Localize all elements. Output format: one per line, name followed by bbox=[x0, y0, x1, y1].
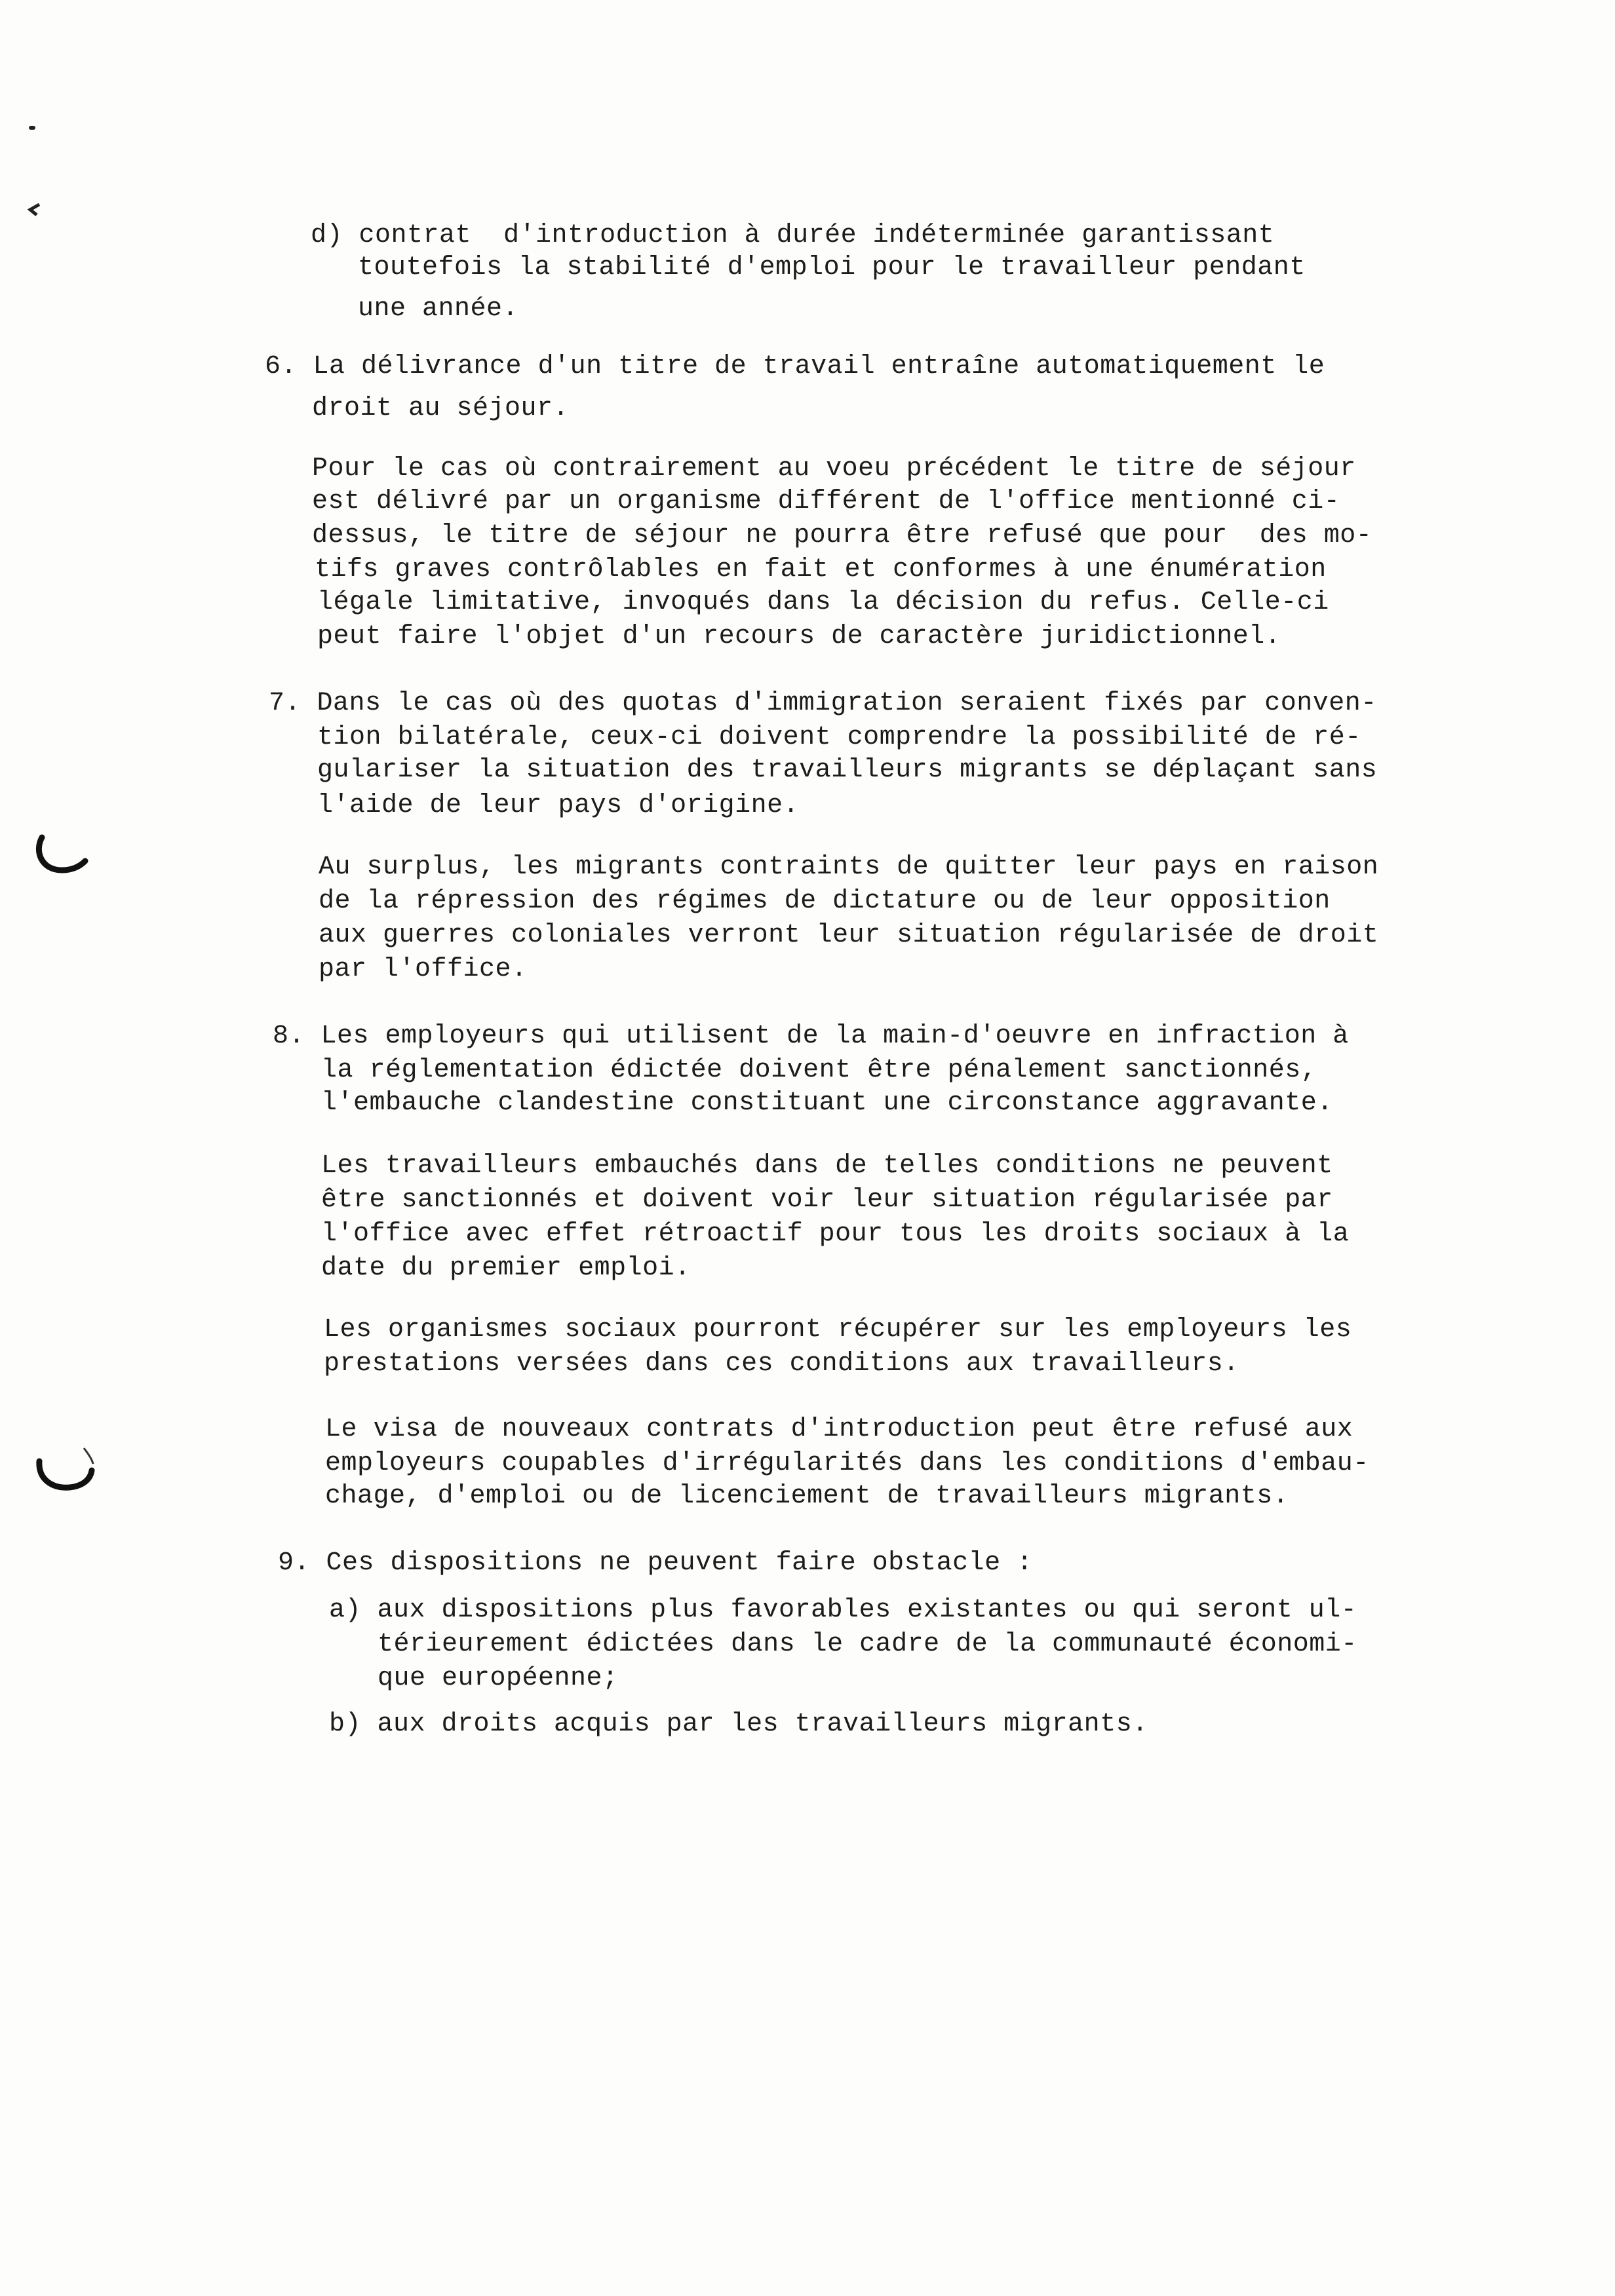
binder-hole-mark-upper bbox=[33, 832, 92, 878]
item-8-para-2-line-3: l'office avec effet rétroactif pour tous les droits sociaux à la bbox=[321, 1219, 1350, 1249]
item-8-para-3-line-2: prestations versées dans ces conditions aux travailleurs. bbox=[324, 1349, 1239, 1379]
item-9-a-line-3: que européenne; bbox=[378, 1664, 619, 1693]
item-7-para-2-line-1: Au surplus, les migrants contraints de quitter leur pays en raison bbox=[319, 852, 1379, 882]
item-8-para-2-line-4: date du premier emploi. bbox=[321, 1253, 691, 1283]
item-6-para-2-line-6: peut faire l'objet d'un recours de caractère juridictionnel. bbox=[317, 622, 1281, 651]
item-6-para-2-line-2: est délivré par un organisme différent de l'office mentionné ci- bbox=[312, 487, 1340, 516]
item-6-para-2-line-4: tifs graves contrôlables en fait et conformes à une énumération bbox=[315, 555, 1327, 584]
item-d-line-2: toutefois la stabilité d'emploi pour le travailleur pendant bbox=[358, 253, 1306, 282]
item-8-line-2: la réglementation édictée doivent être pénalement sanctionnés, bbox=[321, 1056, 1317, 1085]
item-6-para-2-line-1: Pour le cas où contrairement au voeu précédent le titre de séjour bbox=[312, 454, 1356, 484]
item-d-line-3: une année. bbox=[358, 294, 519, 324]
item-8-para-2-line-1: Les travailleurs embauchés dans de telles conditions ne peuvent bbox=[321, 1151, 1333, 1181]
margin-tick-mark bbox=[26, 202, 42, 218]
item-8-para-2-line-2: être sanctionnés et doivent voir leur situation régularisée par bbox=[321, 1185, 1333, 1215]
item-6-para-2-line-3: dessus, le titre de séjour ne pourra être refusé que pour des mo- bbox=[312, 521, 1372, 550]
item-6-line-1: 6. La délivrance d'un titre de travail entraîne automatiquement le bbox=[265, 352, 1325, 381]
item-9-intro: 9. Ces dispositions ne peuvent faire obstacle : bbox=[278, 1548, 1033, 1578]
item-8-para-4-line-3: chage, d'emploi ou de licenciement de travailleurs migrants. bbox=[325, 1482, 1289, 1511]
binder-hole-mark-lower bbox=[33, 1442, 98, 1501]
item-8-para-3-line-1: Les organismes sociaux pourront récupérer sur les employeurs les bbox=[324, 1315, 1352, 1345]
margin-dot-mark bbox=[29, 126, 35, 130]
item-6-line-2: droit au séjour. bbox=[312, 394, 570, 423]
item-7-para-2-line-3: aux guerres coloniales verront leur situation régularisée de droit bbox=[319, 921, 1379, 950]
item-8-para-4-line-2: employeurs coupables d'irrégularités dans les conditions d'embau- bbox=[325, 1449, 1369, 1478]
item-8-line-1: 8. Les employeurs qui utilisent de la main-d'oeuvre en infraction à bbox=[273, 1022, 1349, 1051]
item-7-para-2-line-2: de la répression des régimes de dictature ou de leur opposition bbox=[319, 887, 1331, 916]
item-d-line-1: d) contrat d'introduction à durée indéterminée garantissant bbox=[311, 221, 1275, 250]
item-9-a-line-2: térieurement édictées dans le cadre de la communauté économi- bbox=[378, 1630, 1357, 1659]
item-7-line-2: tion bilatérale, ceux-ci doivent comprendre la possibilité de ré- bbox=[317, 723, 1361, 752]
item-7-line-3: gulariser la situation des travailleurs migrants se déplaçant sans bbox=[317, 756, 1378, 785]
item-9-b-line-1: b) aux droits acquis par les travailleurs migrants. bbox=[329, 1710, 1148, 1739]
item-8-line-3: l'embauche clandestine constituant une circonstance aggravante. bbox=[321, 1088, 1333, 1118]
item-7-line-4: l'aide de leur pays d'origine. bbox=[317, 791, 800, 820]
item-8-para-4-line-1: Le visa de nouveaux contrats d'introduction peut être refusé aux bbox=[325, 1415, 1353, 1444]
item-7-para-2-line-4: par l'office. bbox=[319, 955, 528, 984]
item-9-a-line-1: a) aux dispositions plus favorables existantes ou qui seront ul- bbox=[329, 1596, 1357, 1625]
item-6-para-2-line-5: légale limitative, invoqués dans la décision du refus. Celle-ci bbox=[317, 588, 1329, 617]
item-7-line-1: 7. Dans le cas où des quotas d'immigration seraient fixés par conven- bbox=[269, 689, 1377, 718]
